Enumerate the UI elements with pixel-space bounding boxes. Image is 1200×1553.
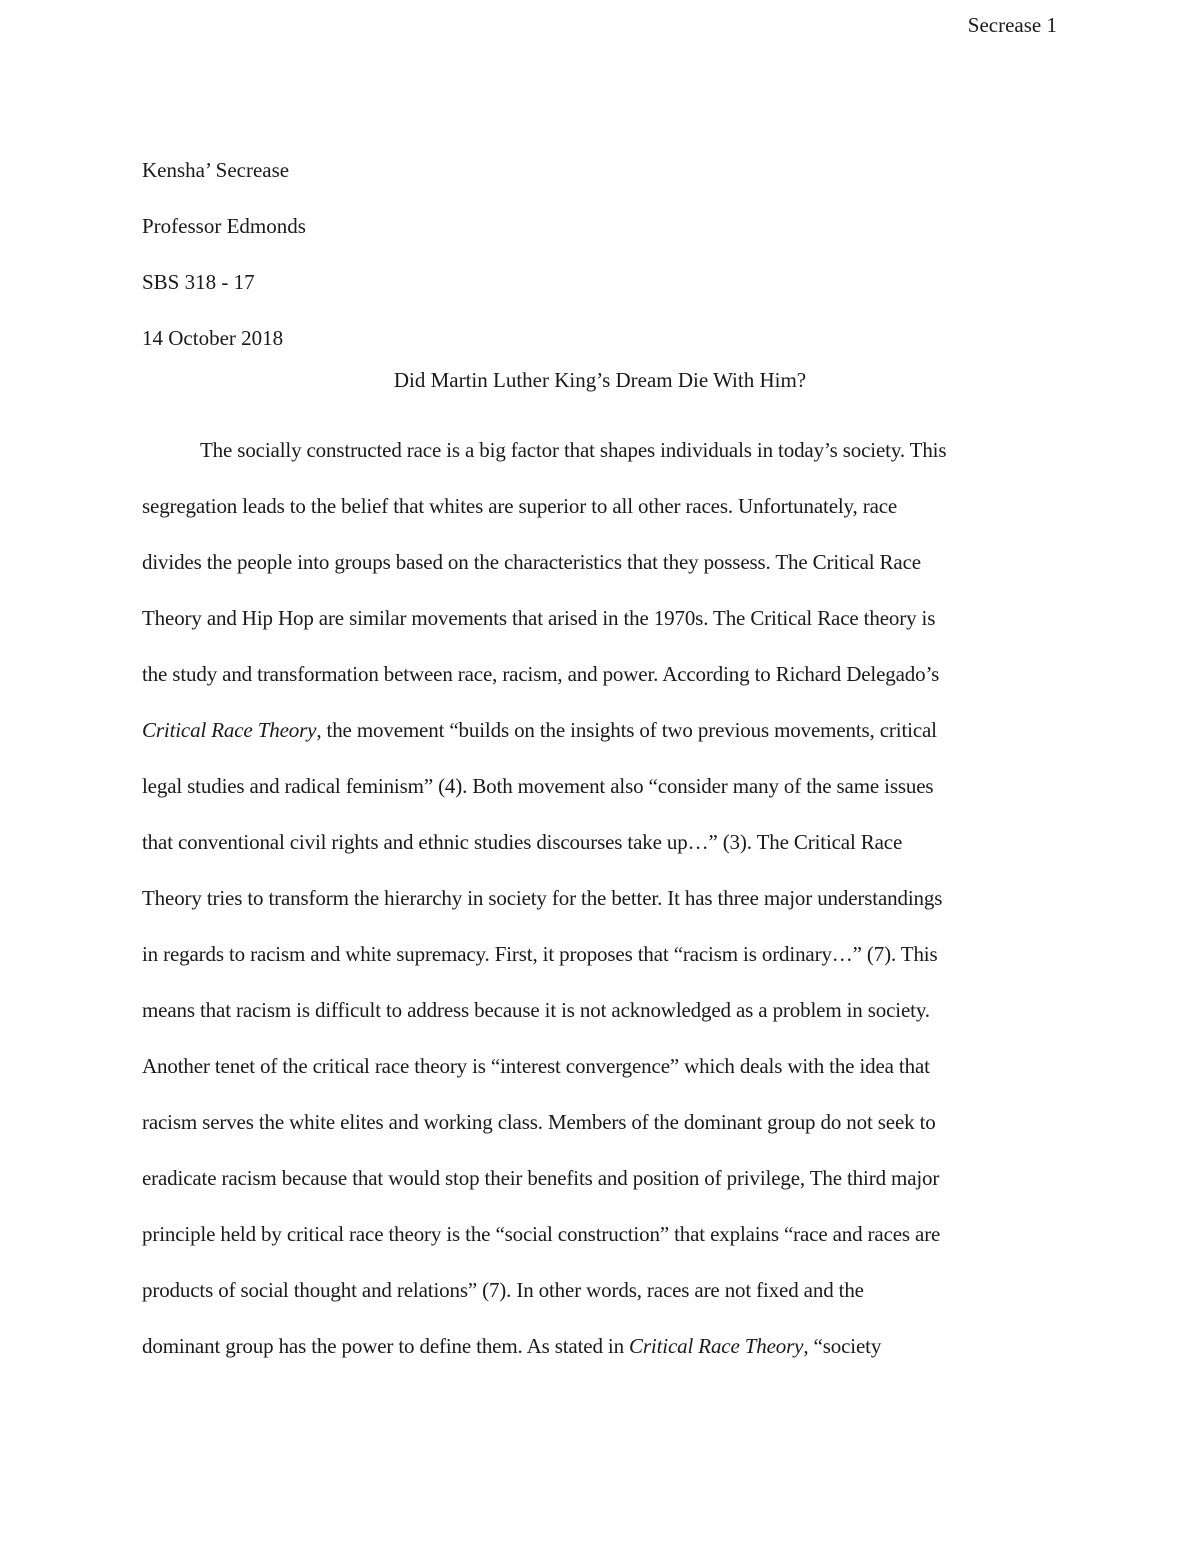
author-name: Kensha’ Secrease: [142, 158, 290, 182]
paper-title: Did Martin Luther King’s Dream Die With Him?: [393, 368, 807, 392]
body-line: racism serves the white elites and working class. Members of the dominant group do not seek to: [142, 1110, 936, 1134]
body-line: [142, 1318, 1058, 1374]
body-line: means that racism is difficult to address because it is not acknowledged as a problem in society.: [142, 998, 930, 1022]
body-line: in regards to racism and white supremacy. First, it proposes that “racism is ordinary…” (7). This: [142, 942, 938, 966]
body-line: Another tenet of the critical race theory is “interest convergence” which deals with the idea that: [142, 1054, 930, 1078]
course-name: SBS 318 - 17: [142, 270, 255, 294]
book-title-italic: Critical Race Theory: [629, 1334, 804, 1358]
body-line: principle held by critical race theory is the “social construction” that explains “race and races are: [142, 1222, 941, 1246]
body-line: divides the people into groups based on the characteristics that they possess. The Critical Race: [142, 550, 921, 574]
instructor-name: Professor Edmonds: [142, 214, 306, 238]
body-line: The socially constructed race is a big factor that shapes individuals in today’s society. This: [200, 438, 947, 462]
body-line: Theory and Hip Hop are similar movements that arised in the 1970s. The Critical Race theory is: [142, 606, 936, 630]
body-line: products of social thought and relations” (7). In other words, races are not fixed and the: [142, 1278, 864, 1302]
mla-heading: [142, 142, 1058, 366]
body-line: [142, 702, 1058, 758]
running-head: Secrease 1: [967, 13, 1057, 37]
body-line: segregation leads to the belief that whites are superior to all other races. Unfortunately, race: [142, 494, 898, 518]
body-line: the study and transformation between race, racism, and power. According to Richard Delegado’s: [142, 662, 940, 686]
body-line-text: , the movement “builds on the insights of two previous movements, critical: [316, 718, 937, 742]
body-line: legal studies and radical feminism” (4). Both movement also “consider many of the same issues: [142, 774, 934, 798]
body-paragraph: [142, 422, 1058, 1374]
body-line-text: , “society: [803, 1334, 882, 1358]
body-line: Theory tries to transform the hierarchy in society for the better. It has three major understandings: [142, 886, 943, 910]
book-title-italic: Critical Race Theory: [142, 718, 317, 742]
body-line: that conventional civil rights and ethnic studies discourses take up…” (3). The Critical Race: [142, 830, 903, 854]
body-line: eradicate racism because that would stop their benefits and position of privilege, The third major: [142, 1166, 940, 1190]
body-line-text: dominant group has the power to define them. As stated in: [142, 1334, 630, 1358]
date-line: 14 October 2018: [142, 326, 284, 350]
